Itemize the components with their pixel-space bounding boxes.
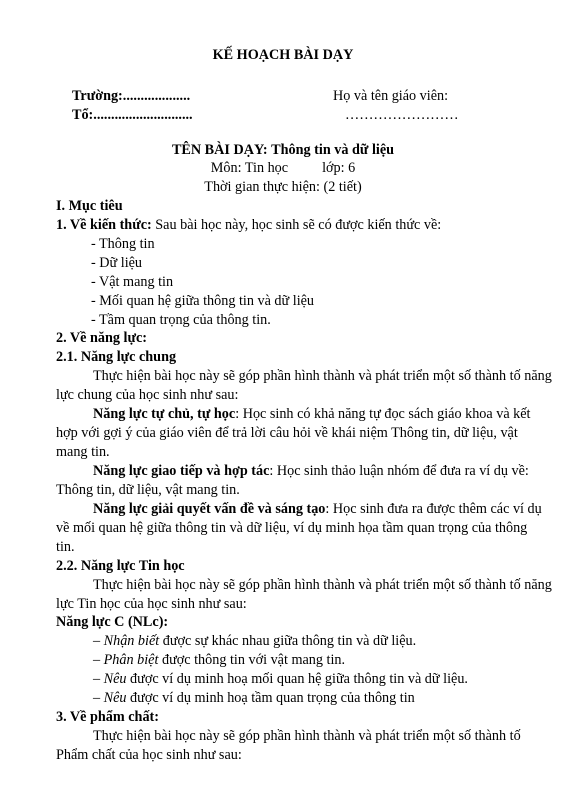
problem-solving-label: Năng lực giải quyết vấn đề và sáng tạo (93, 501, 326, 517)
paragraph-line: Thực hiện bài học này sẽ góp phần hình thành và phát triển một số thành tố (93, 728, 521, 744)
list-item: – Nhận biết được sự khác nhau giữa thông tin và dữ liệu. (93, 633, 417, 649)
paragraph-line: lực Tin học của học sinh như sau: (56, 596, 247, 612)
document-title: KẾ HOẠCH BÀI DẠY (212, 47, 354, 63)
paragraph-line: Thông tin, dữ liệu, vật mang tin. (56, 482, 240, 498)
section-qualities: 3. Về phẩm chất: (56, 709, 159, 725)
knowledge-text: Sau bài học này, học sinh sẽ có được kiến thức về: (155, 217, 442, 233)
list-item: – Nêu được ví dụ minh hoạ tầm quan trọng của thông tin (93, 690, 415, 706)
it-competence-heading: 2.2. Năng lực Tin học (56, 558, 185, 574)
teacher-label: Họ và tên giáo viên: (333, 88, 449, 104)
lesson-subject-line (0, 160, 566, 177)
problem-solving-line: Năng lực giải quyết vấn đề và sáng tạo: Học sinh đưa ra được thêm các ví dụ (93, 501, 542, 517)
list-item: - Dữ liệu (91, 255, 143, 271)
school-field: Trường:................... (72, 88, 191, 104)
section-competence: 2. Về năng lực: (56, 330, 148, 346)
communication-label: Năng lực giao tiếp và hợp tác (93, 463, 270, 479)
paragraph-line: tin. (56, 539, 75, 555)
general-competence-heading: 2.1. Năng lực chung (56, 349, 177, 365)
paragraph-line: mang tin. (56, 444, 110, 460)
section-objectives: I. Mục tiêu (56, 198, 123, 214)
list-item: – Phân biệt được thông tin với vật mang tin. (93, 652, 346, 668)
lesson-subject: Môn: Tin học (210, 160, 289, 176)
teacher-value: …………………… (345, 107, 459, 123)
communication-line: Năng lực giao tiếp và hợp tác: Học sinh thảo luận nhóm để đưa ra ví dụ về: (93, 463, 529, 479)
paragraph-line: hợp với gợi ý của giáo viên để trả lời câu hỏi về khái niệm Thông tin, dữ liệu, vật (56, 425, 518, 441)
lesson-grade: lớp: 6 (322, 160, 356, 176)
list-item: - Mối quan hệ giữa thông tin và dữ liệu (91, 293, 315, 309)
lesson-duration: Thời gian thực hiện: (2 tiết) (204, 179, 362, 195)
paragraph-line: Phẩm chất của học sinh như sau: (56, 747, 242, 763)
paragraph-line: về mối quan hệ giữa thông tin và dữ liệu, ví dụ minh họa tầm quan trọng của thông (56, 520, 528, 536)
list-item: - Thông tin (91, 236, 155, 252)
knowledge-label: 1. Về kiến thức: (56, 217, 152, 233)
paragraph-line: Thực hiện bài học này sẽ góp phần hình thành và phát triển một số thành tố năng (93, 577, 552, 593)
paragraph-line: Thực hiện bài học này sẽ góp phần hình thành và phát triển một số thành tố năng (93, 368, 552, 384)
competence-c-heading: Năng lực C (NLc): (56, 614, 169, 630)
list-item: – Nêu được ví dụ minh hoạ mối quan hệ giữa thông tin và dữ liệu. (93, 671, 468, 687)
paragraph-line: lực chung của học sinh như sau: (56, 387, 239, 403)
self-study-line: Năng lực tự chủ, tự học: Học sinh có khả năng tự đọc sách giáo khoa và kết (93, 406, 531, 422)
knowledge-line (56, 217, 441, 234)
lesson-title (0, 142, 566, 159)
lesson-name: Thông tin và dữ liệu (271, 142, 395, 158)
self-study-label: Năng lực tự chủ, tự học (93, 406, 236, 422)
group-field: Tổ:............................ (72, 107, 193, 123)
list-item: - Tầm quan trọng của thông tin. (91, 312, 271, 328)
lesson-label: TÊN BÀI DẠY: (171, 142, 268, 158)
list-item: - Vật mang tin (91, 274, 174, 290)
